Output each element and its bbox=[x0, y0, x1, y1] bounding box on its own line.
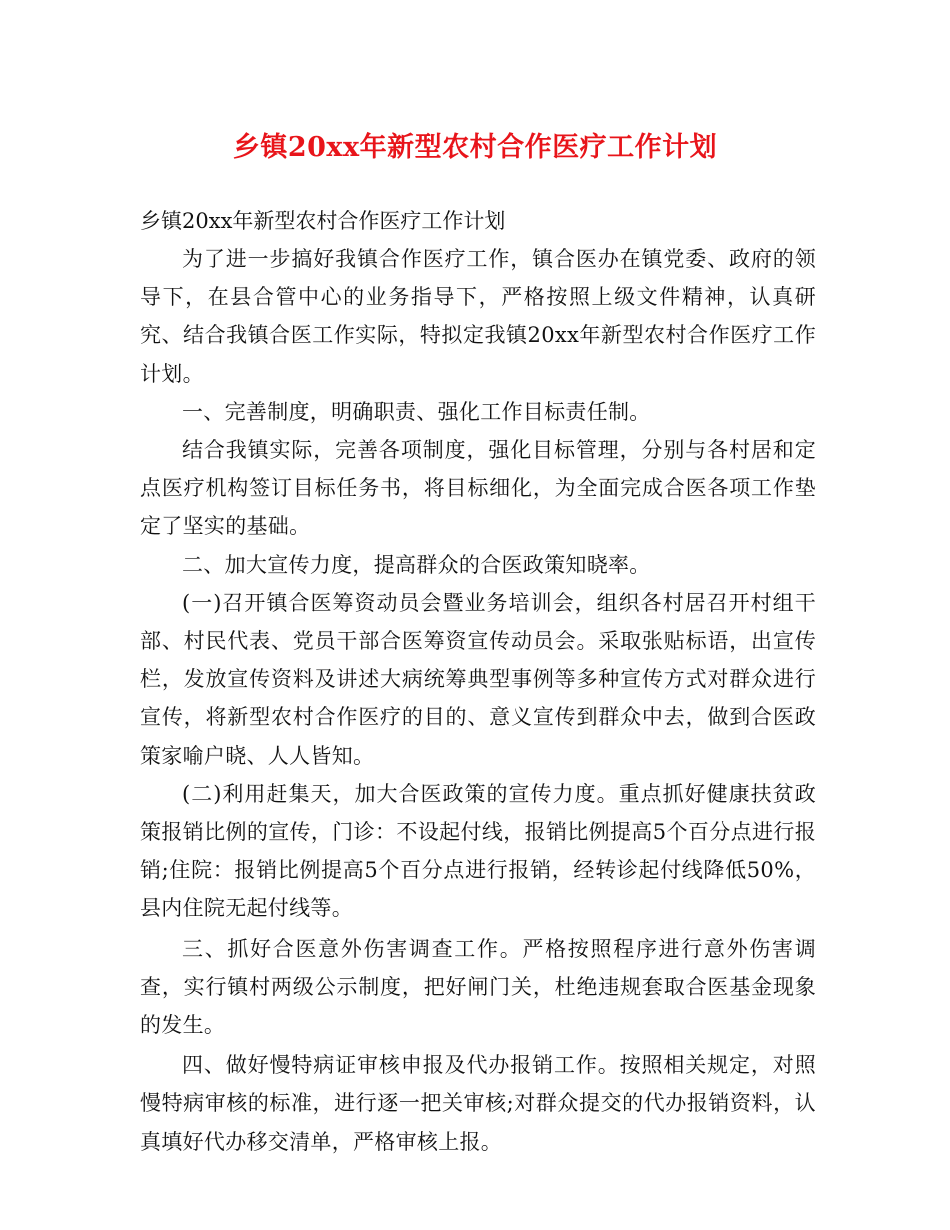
paragraph-section-4: 四、做好慢特病证审核申报及代办报销工作。按照相关规定，对照慢特病审核的标准，进行逐一把关审核;对群众提交的代办报销资料，认真填好代办移交清单，严格审核上报。 bbox=[140, 1053, 816, 1154]
section-heading-1: 一、完善制度，明确职责、强化工作目标责任制。 bbox=[182, 399, 651, 424]
paragraph-intro: 为了进一步搞好我镇合作医疗工作，镇合医办在镇党委、政府的领导下，在县合管中心的业务指导下，严格按照上级文件精神，认真研究、结合我镇合医工作实际，特拟定我镇20xx年新型农村合作医疗工作计划。 bbox=[140, 247, 816, 386]
document-body bbox=[140, 203, 816, 1161]
document-title: 乡镇20xx年新型农村合作医疗工作计划 bbox=[232, 132, 718, 163]
paragraph-section-2-item-2: (二)利用赶集天，加大合医政策的宣传力度。重点抓好健康扶贫政策报销比例的宣传，门诊：不设起付线，报销比例提高5个百分点进行报销;住院：报销比例提高5个百分点进行报销，经转诊起付线降低50%，县内住院无起付线等。 bbox=[140, 781, 816, 921]
paragraph-section-1: 结合我镇实际，完善各项制度，强化目标管理，分别与各村居和定点医疗机构签订目标任务书，将目标细化，为全面完成合医各项工作垫定了坚实的基础。 bbox=[140, 438, 816, 539]
document-subtitle: 乡镇20xx年新型农村合作医疗工作计划 bbox=[140, 209, 506, 233]
paragraph-section-3: 三、抓好合医意外伤害调查工作。严格按照程序进行意外伤害调查，实行镇村两级公示制度，把好闸门关，杜绝违规套取合医基金现象的发生。 bbox=[140, 936, 816, 1038]
section-heading-2: 二、加大宣传力度，提高群众的合医政策知晓率。 bbox=[182, 552, 651, 577]
paragraph-section-2-item-1: (一)召开镇合医筹资动员会暨业务培训会，组织各村居召开村组干部、村民代表、党员干部合医筹资宣传动员会。采取张贴标语，出宣传栏，发放宣传资料及讲述大病统筹典型事例等多种宣传方式对群众进行宣传，将新型农村合作医疗的目的、意义宣传到群众中去，做到合医政策家喻户晓、人人皆知。 bbox=[140, 590, 816, 768]
